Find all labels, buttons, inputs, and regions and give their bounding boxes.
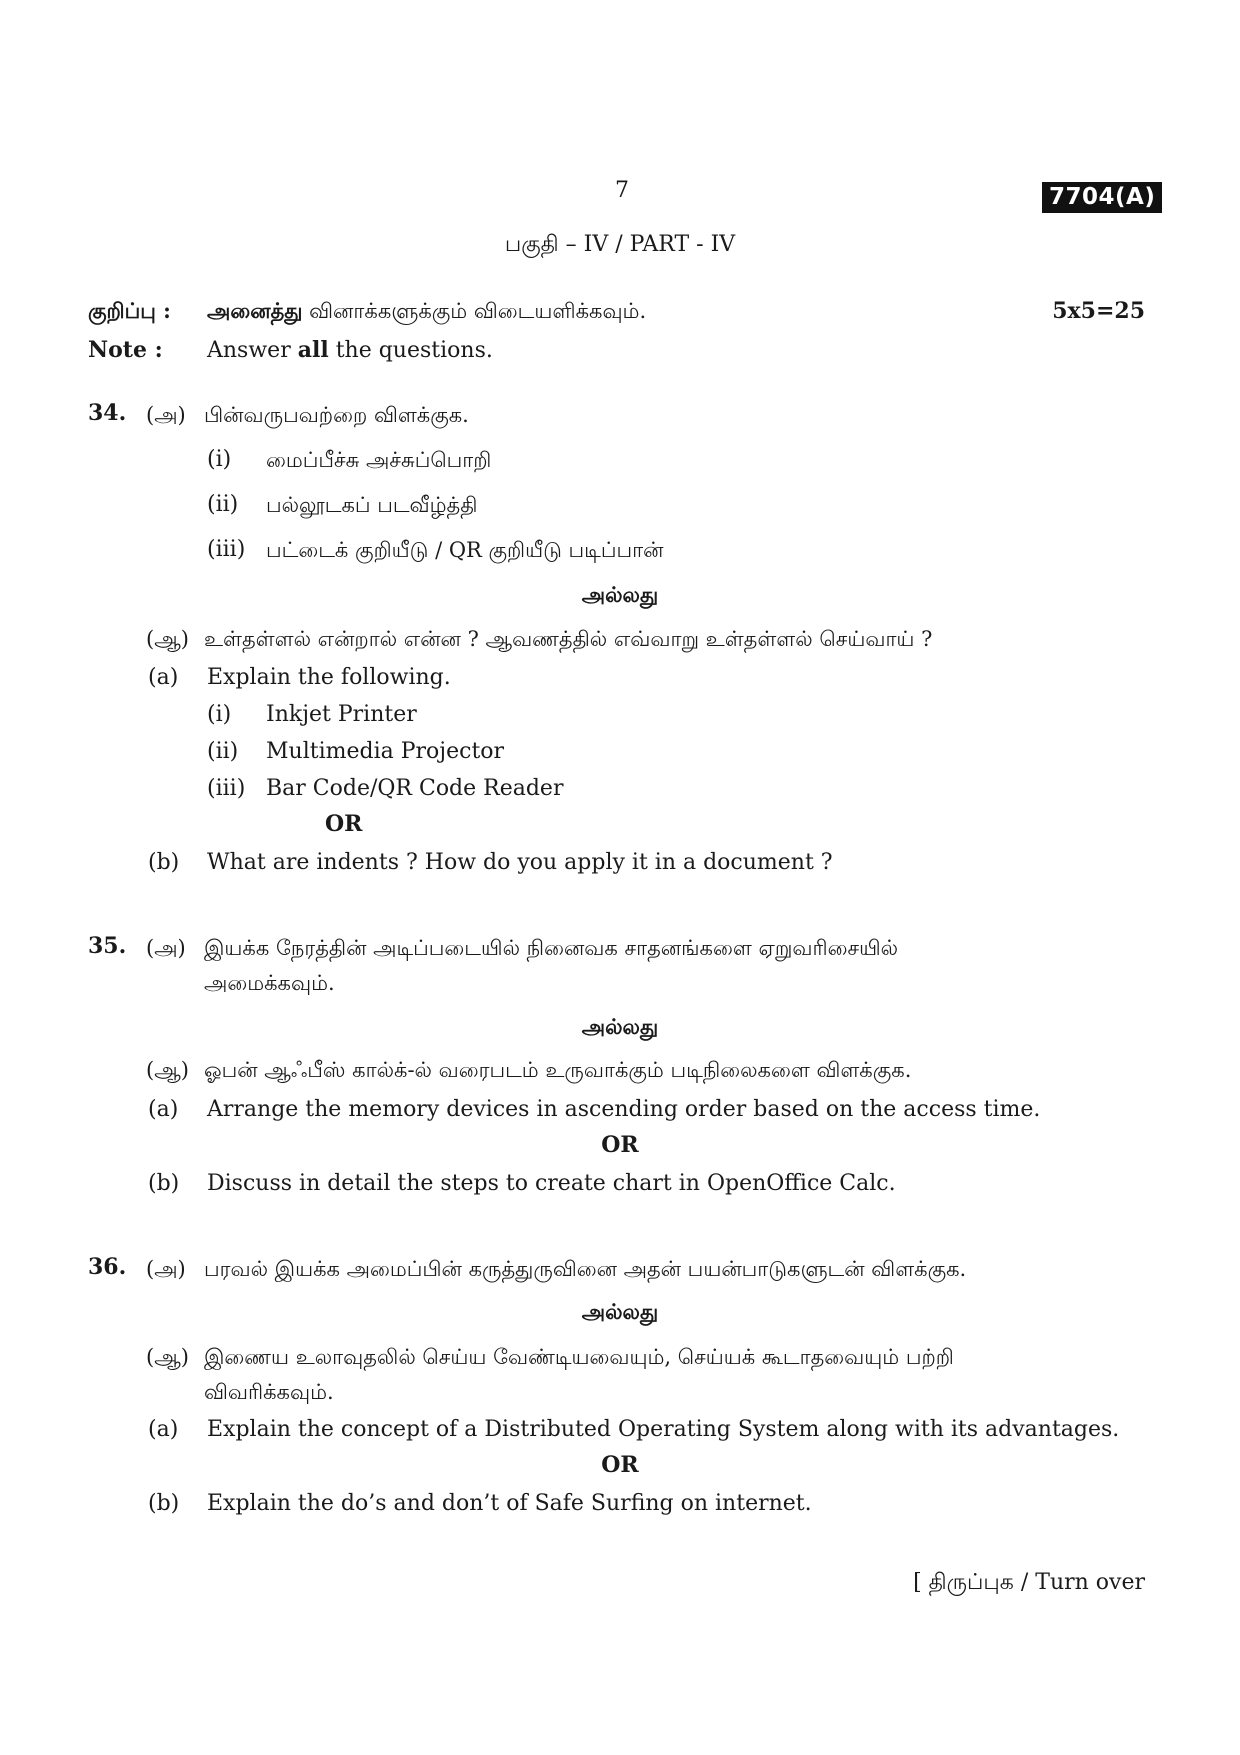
q34-en-item-num: (ii) bbox=[207, 739, 239, 764]
q35-a-tamil-label: (அ) bbox=[146, 936, 186, 960]
q35-a-tamil-line2: அமைக்கவும். bbox=[204, 971, 335, 995]
q34-a-english-label: (a) bbox=[148, 665, 179, 690]
q36-a-tamil-label: (அ) bbox=[146, 1257, 186, 1281]
q34-ta-item-num: (i) bbox=[207, 447, 232, 472]
note-text-english bbox=[207, 335, 493, 366]
q35-a-english-text: Arrange the memory devices in ascending order based on the access time. bbox=[207, 1097, 1041, 1122]
part-title: பகுதி – IV / PART - IV bbox=[504, 232, 736, 257]
q35-or-english: OR bbox=[601, 1132, 639, 1158]
q35-or-tamil: அல்லது bbox=[581, 1014, 659, 1039]
q34-en-item-text: Multimedia Projector bbox=[266, 739, 505, 764]
q36-or-tamil: அல்லது bbox=[581, 1299, 659, 1324]
q36-b-tamil-label: (ஆ) bbox=[146, 1345, 189, 1369]
q35-b-english-label: (b) bbox=[148, 1171, 180, 1196]
q34-b-tamil-text: உள்தள்ளல் என்றால் என்ன ? ஆவணத்தில் எவ்வாறு உள்தள்ளல் செய்வாய் ? bbox=[204, 627, 933, 651]
q35-b-english-text: Discuss in detail the steps to create chart in OpenOffice Calc. bbox=[207, 1171, 896, 1196]
q36-b-tamil-line1: இணைய உலாவுதலில் செய்ய வேண்டியவையும், செய்யக் கூடாதவையும் பற்றி bbox=[204, 1345, 954, 1369]
question-number-36: 36. bbox=[88, 1254, 127, 1280]
q34-b-english-label: (b) bbox=[148, 850, 180, 875]
q34-or-english: OR bbox=[325, 811, 363, 837]
q34-ta-item-text: பட்டைக் குறியீடு / QR குறியீடு படிப்பான் bbox=[266, 538, 664, 562]
q34-en-item-text: Inkjet Printer bbox=[266, 702, 417, 727]
q34-ta-item-text: மைப்பீச்சு அச்சுப்பொறி bbox=[266, 448, 492, 472]
q36-a-english-label: (a) bbox=[148, 1417, 179, 1442]
q35-a-english-label: (a) bbox=[148, 1097, 179, 1122]
q36-or-english: OR bbox=[601, 1452, 639, 1478]
q34-en-item-text: Bar Code/QR Code Reader bbox=[266, 776, 564, 801]
q36-b-tamil-line2: விவரிக்கவும். bbox=[204, 1380, 334, 1404]
q36-b-english-text: Explain the do’s and don’t of Safe Surfing on internet. bbox=[207, 1491, 812, 1516]
note-post-english: the questions. bbox=[335, 338, 493, 363]
page-number: 7 bbox=[615, 178, 629, 203]
q34-or-tamil: அல்லது bbox=[581, 582, 659, 607]
note-label-tamil: குறிப்பு : bbox=[88, 298, 171, 323]
q34-b-english-text: What are indents ? How do you apply it in a document ? bbox=[207, 850, 833, 875]
question-number-35: 35. bbox=[88, 933, 127, 959]
q35-b-tamil-text: ஓபன் ஆஃபீஸ் கால்க்-ல் வரைபடம் உருவாக்கும் படிநிலைகளை விளக்குக. bbox=[204, 1058, 912, 1082]
note-bold-english: all bbox=[297, 337, 329, 363]
note-pre-english: Answer bbox=[207, 338, 291, 363]
note-label-english: Note : bbox=[88, 337, 163, 363]
q34-ta-item-num: (ii) bbox=[207, 492, 239, 517]
q35-b-tamil-label: (ஆ) bbox=[146, 1058, 189, 1082]
marks-allocation: 5x5=25 bbox=[1052, 298, 1145, 324]
q36-a-tamil-text: பரவல் இயக்க அமைப்பின் கருத்துருவினை அதன் பயன்பாடுகளுடன் விளக்குக. bbox=[204, 1257, 967, 1281]
paper-code-badge: 7704(A) bbox=[1042, 182, 1162, 213]
note-text-tamil bbox=[207, 296, 646, 326]
q34-en-item-num: (iii) bbox=[207, 776, 246, 801]
q34-a-tamil-text: பின்வருபவற்றை விளக்குக. bbox=[204, 403, 469, 427]
q34-a-tamil-label: (அ) bbox=[146, 403, 186, 427]
q34-ta-item-num: (iii) bbox=[207, 537, 246, 562]
q35-a-tamil-line1: இயக்க நேரத்தின் அடிப்படையில் நினைவக சாதனங்களை ஏறுவரிசையில் bbox=[204, 936, 899, 960]
q36-a-english-text: Explain the concept of a Distributed Operating System along with its advantages. bbox=[207, 1417, 1120, 1442]
q34-a-english-text: Explain the following. bbox=[207, 665, 451, 690]
q34-en-item-num: (i) bbox=[207, 702, 232, 727]
q34-b-tamil-label: (ஆ) bbox=[146, 627, 189, 651]
note-rest-tamil: வினாக்களுக்கும் விடையளிக்கவும். bbox=[309, 299, 647, 323]
turn-over-note: [ திருப்புக / Turn over bbox=[913, 1570, 1145, 1595]
question-number-34: 34. bbox=[88, 400, 127, 426]
q34-ta-item-text: பல்லூடகப் படவீழ்த்தி bbox=[266, 493, 478, 517]
q36-b-english-label: (b) bbox=[148, 1491, 180, 1516]
note-bold-tamil: அனைத்து bbox=[207, 298, 303, 323]
